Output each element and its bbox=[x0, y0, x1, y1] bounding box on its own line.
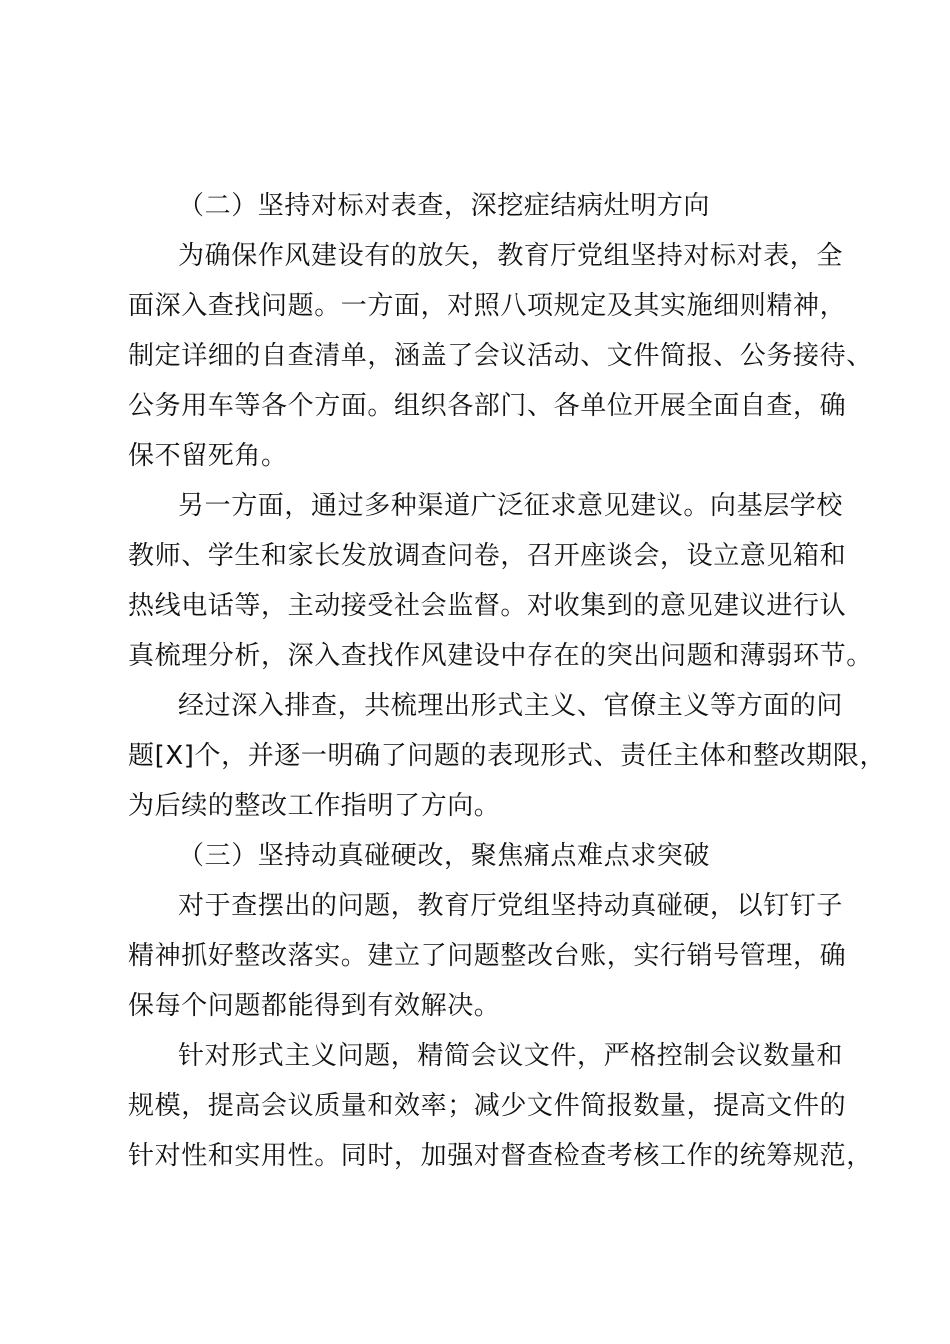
paragraph-line: 真梳理分析，深入查找作风建设中存在的突出问题和薄弱环节。 bbox=[128, 641, 873, 671]
section-heading-2: （二）坚持对标对表查，深挖症结病灶明方向 bbox=[178, 191, 711, 221]
paragraph-line: 热线电话等，主动接受社会监督。对收集到的意见建议进行认 bbox=[128, 591, 847, 621]
paragraph-line: 为确保作风建设有的放矢，教育厅党组坚持对标对表，全 bbox=[178, 241, 844, 271]
paragraph-line: 精神抓好整改落实。建立了问题整改台账，实行销号管理，确 bbox=[128, 941, 847, 971]
paragraph-line: 面深入查找问题。一方面，对照八项规定及其实施细则精神， bbox=[128, 291, 847, 321]
paragraph-line: 为后续的整改工作指明了方向。 bbox=[128, 791, 501, 821]
paragraph-line: 针对形式主义问题，精简会议文件，严格控制会议数量和 bbox=[178, 1041, 844, 1071]
paragraph-line: 经过深入排查，共梳理出形式主义、官僚主义等方面的问 bbox=[178, 691, 844, 721]
paragraph-line: 针对性和实用性。同时，加强对督查检查考核工作的统筹规范， bbox=[128, 1141, 873, 1171]
paragraph-line: 对于查摆出的问题，教育厅党组坚持动真碰硬，以钉钉子 bbox=[178, 891, 844, 921]
paragraph-line: 题[X]个，并逐一明确了问题的表现形式、责任主体和整改期限， bbox=[128, 741, 887, 771]
paragraph-line: 另一方面，通过多种渠道广泛征求意见建议。向基层学校 bbox=[178, 491, 844, 521]
paragraph-line: 保不留死角。 bbox=[128, 441, 288, 471]
section-heading-3: （三）坚持动真碰硬改，聚焦痛点难点求突破 bbox=[178, 841, 711, 871]
paragraph-line: 教师、学生和家长发放调查问卷，召开座谈会，设立意见箱和 bbox=[128, 541, 847, 571]
paragraph-line: 规模，提高会议质量和效率；减少文件简报数量，提高文件的 bbox=[128, 1091, 847, 1121]
paragraph-line: 保每个问题都能得到有效解决。 bbox=[128, 991, 501, 1021]
paragraph-line: 制定详细的自查清单，涵盖了会议活动、文件简报、公务接待、 bbox=[128, 341, 873, 371]
paragraph-line: 公务用车等各个方面。组织各部门、各单位开展全面自查，确 bbox=[128, 391, 847, 421]
